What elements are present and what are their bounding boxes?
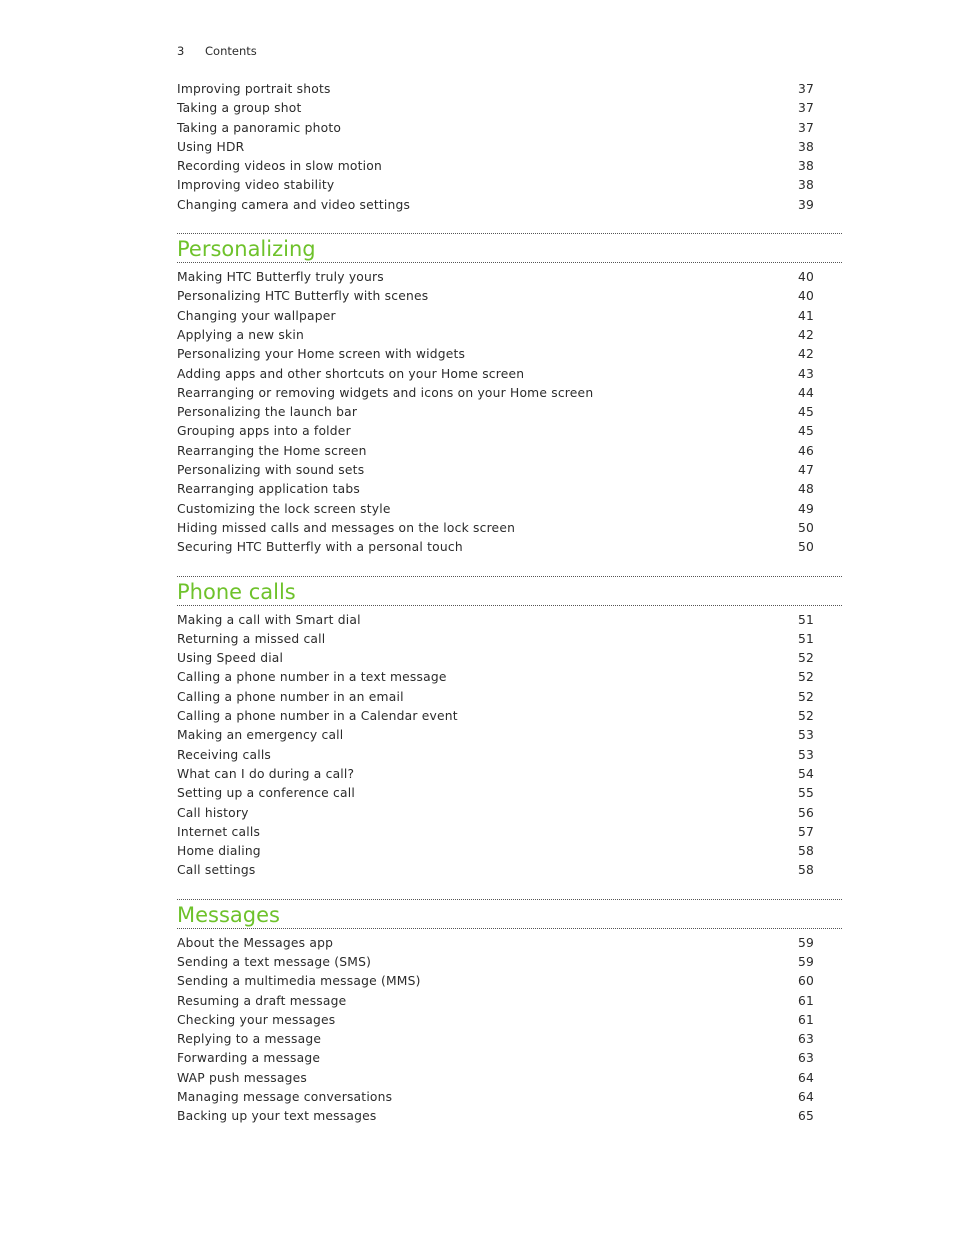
toc-entry-title: Taking a group shot: [177, 101, 302, 116]
section-title[interactable]: Messages: [177, 902, 280, 927]
toc-entry-page: 63: [797, 1032, 814, 1047]
toc-entry-page: 60: [797, 974, 814, 989]
toc-entry-title: Setting up a conference call: [177, 786, 355, 801]
toc-entry-title: Personalizing with sound sets: [177, 463, 365, 478]
toc-entry[interactable]: [177, 746, 842, 765]
toc-entry-title: Changing camera and video settings: [177, 197, 411, 212]
toc-entry-page: 52: [797, 689, 814, 704]
toc-entry-title: Call history: [177, 805, 249, 820]
toc-entry-page: 38: [797, 159, 814, 174]
toc-entry[interactable]: [177, 804, 842, 823]
toc-entry-title: Changing your wallpaper: [177, 308, 336, 323]
toc-entry-page: 53: [797, 728, 814, 743]
toc-entry-page: 47: [797, 463, 814, 478]
toc-entry[interactable]: [177, 119, 842, 138]
toc-entry-title: WAP push messages: [177, 1070, 308, 1085]
toc-entry-title: Sending a multimedia message (MMS): [177, 974, 421, 989]
toc-entry-page: 37: [797, 120, 814, 135]
toc-entry-page: 38: [797, 178, 814, 193]
toc-entry[interactable]: [177, 99, 842, 118]
toc-entry-title: Improving video stability: [177, 178, 335, 193]
toc-entry-page: 45: [797, 405, 814, 420]
toc-entry[interactable]: [177, 992, 842, 1011]
toc-entry-title: Using HDR: [177, 139, 245, 154]
toc-entry[interactable]: [177, 365, 842, 384]
toc-section: [177, 576, 842, 881]
toc-entry-title: Hiding missed calls and messages on the lock screen: [177, 520, 516, 535]
toc-entry-page: 59: [797, 935, 814, 950]
toc-entry-title: Recording videos in slow motion: [177, 159, 383, 174]
toc-entry-page: 37: [797, 82, 814, 96]
toc-entry[interactable]: [177, 1049, 842, 1068]
toc-section: [177, 899, 842, 1127]
toc-entry[interactable]: [177, 384, 842, 403]
toc-entry-title: Rearranging application tabs: [177, 482, 360, 497]
toc-entry-page: 42: [797, 327, 814, 342]
toc-entry-page: 52: [797, 670, 814, 685]
toc-entry-page: 65: [797, 1109, 814, 1124]
toc-entry-title: Rearranging or removing widgets and icons on your Home screen: [177, 385, 594, 400]
toc-entry[interactable]: [177, 287, 842, 306]
toc-entry-title: Replying to a message: [177, 1032, 322, 1047]
toc-entry[interactable]: [177, 422, 842, 441]
toc-entry-page: 57: [797, 824, 814, 839]
toc-entry-title: Sending a text message (SMS): [177, 954, 372, 969]
toc-entry-title: Making HTC Butterfly truly yours: [177, 270, 384, 285]
toc-entry-title: What can I do during a call?: [177, 766, 355, 781]
toc-entry-page: 44: [797, 385, 814, 400]
toc-entry-title: Internet calls: [177, 824, 261, 839]
page-header: [177, 44, 257, 58]
toc-entry-page: 64: [797, 1090, 814, 1105]
toc-entry-page: 53: [797, 747, 814, 762]
section-header: [177, 899, 842, 929]
toc-entry-page: 41: [797, 308, 814, 323]
toc-entry[interactable]: [177, 1069, 842, 1088]
toc-entry-title: Customizing the lock screen style: [177, 501, 391, 516]
toc-entry-title: Returning a missed call: [177, 631, 326, 646]
toc-entry-page: 54: [797, 766, 814, 781]
toc-entry-title: Managing message conversations: [177, 1090, 393, 1105]
toc-entry[interactable]: [177, 726, 842, 745]
toc-entry[interactable]: [177, 538, 842, 557]
toc-entry-page: 58: [797, 844, 814, 859]
toc-entry-page: 52: [797, 651, 814, 666]
toc-entry-page: 63: [797, 1051, 814, 1066]
toc-entry-page: 59: [797, 954, 814, 969]
toc-entry[interactable]: [177, 461, 842, 480]
toc-entry[interactable]: [177, 842, 842, 861]
toc-entry-title: Personalizing the launch bar: [177, 405, 358, 420]
toc-entry-title: About the Messages app: [177, 935, 334, 950]
toc-entry-title: Calling a phone number in an email: [177, 689, 404, 704]
toc-entry-page: 50: [797, 540, 814, 555]
toc-entry-title: Adding apps and other shortcuts on your Home screen: [177, 366, 525, 381]
toc-entry-title: Receiving calls: [177, 747, 272, 762]
toc-entry[interactable]: [177, 157, 842, 176]
toc-entry[interactable]: [177, 784, 842, 803]
toc-entry-page: 61: [797, 993, 814, 1008]
section-header: [177, 233, 842, 263]
toc-entry-title: Resuming a draft message: [177, 993, 347, 1008]
toc-entry[interactable]: [177, 519, 842, 538]
toc-entry[interactable]: [177, 823, 842, 842]
toc-entry-page: 55: [797, 786, 814, 801]
toc-entry-page: 61: [797, 1012, 814, 1027]
toc-entry[interactable]: [177, 953, 842, 972]
toc-entry-title: Calling a phone number in a text message: [177, 670, 447, 685]
toc-entry[interactable]: [177, 442, 842, 461]
toc-entry[interactable]: [177, 326, 842, 345]
toc-entry[interactable]: [177, 630, 842, 649]
toc-entry-title: Personalizing HTC Butterfly with scenes: [177, 289, 429, 304]
toc-intro-list: [177, 80, 842, 215]
toc-entry[interactable]: [177, 688, 842, 707]
toc-entry[interactable]: [177, 196, 842, 215]
toc-entry-page: 37: [797, 101, 814, 116]
toc-entry-title: Checking your messages: [177, 1012, 336, 1027]
toc-entry-page: 40: [797, 270, 814, 285]
toc-entry[interactable]: [177, 1088, 842, 1107]
toc-entry-page: 40: [797, 289, 814, 304]
toc-entry-title: Personalizing your Home screen with widgets: [177, 347, 466, 362]
toc-entry-page: 58: [797, 863, 814, 878]
toc-entry[interactable]: [177, 480, 842, 499]
toc-entry[interactable]: [177, 668, 842, 687]
toc-entry-title: Applying a new skin: [177, 327, 304, 342]
toc-entry-page: 48: [797, 482, 814, 497]
toc-entry-page: 42: [797, 347, 814, 362]
toc-entry[interactable]: [177, 80, 842, 99]
toc-entry-page: 56: [797, 805, 814, 820]
toc-entry[interactable]: [177, 307, 842, 326]
toc-entry-page: 51: [797, 612, 814, 627]
toc-entry[interactable]: [177, 765, 842, 784]
toc-entry-page: 52: [797, 709, 814, 724]
section-title[interactable]: Personalizing: [177, 237, 316, 262]
toc-entry-title: Improving portrait shots: [177, 82, 331, 96]
toc-entry-title: Grouping apps into a folder: [177, 424, 351, 439]
toc-entry[interactable]: [177, 500, 842, 519]
toc-entry[interactable]: [177, 1011, 842, 1030]
toc-entry-title: Making an emergency call: [177, 728, 344, 743]
toc-entry-title: Using Speed dial: [177, 651, 284, 666]
toc-entry-page: 51: [797, 631, 814, 646]
toc-entry[interactable]: [177, 1107, 842, 1126]
toc-entry[interactable]: [177, 649, 842, 668]
header-title: Contents: [205, 44, 257, 58]
toc-entry[interactable]: [177, 972, 842, 991]
toc-entry-page: 39: [797, 197, 814, 212]
toc-entry[interactable]: [177, 268, 842, 287]
toc-entry[interactable]: [177, 934, 842, 953]
toc-entry[interactable]: [177, 1030, 842, 1049]
toc-entry[interactable]: [177, 138, 842, 157]
toc-entry-page: 50: [797, 520, 814, 535]
toc-entry-page: 64: [797, 1070, 814, 1085]
toc-entry[interactable]: [177, 403, 842, 422]
toc-entry-page: 49: [797, 501, 814, 516]
toc-content: [177, 80, 842, 1127]
toc-entry-title: Backing up your text messages: [177, 1109, 377, 1124]
page-number: 3: [177, 44, 185, 58]
toc-entry-title: Making a call with Smart dial: [177, 612, 361, 627]
toc-entry-title: Call settings: [177, 863, 256, 878]
toc-entry[interactable]: [177, 345, 842, 364]
section-header: [177, 576, 842, 606]
toc-entry-title: Home dialing: [177, 844, 261, 859]
toc-entry[interactable]: [177, 176, 842, 195]
toc-entry[interactable]: [177, 611, 842, 630]
toc-entry-page: 43: [797, 366, 814, 381]
toc-entry-title: Rearranging the Home screen: [177, 443, 367, 458]
toc-entry-title: Securing HTC Butterfly with a personal touch: [177, 540, 463, 555]
toc-entry-title: Calling a phone number in a Calendar event: [177, 709, 458, 724]
toc-entry-title: Forwarding a message: [177, 1051, 321, 1066]
toc-entry-page: 46: [797, 443, 814, 458]
toc-entry-title: Taking a panoramic photo: [177, 120, 342, 135]
toc-sections: [177, 233, 842, 1127]
section-title[interactable]: Phone calls: [177, 579, 296, 604]
toc-entry[interactable]: [177, 707, 842, 726]
toc-section: [177, 233, 842, 557]
toc-entry[interactable]: [177, 861, 842, 880]
toc-entry-page: 45: [797, 424, 814, 439]
toc-entry-page: 38: [797, 139, 814, 154]
